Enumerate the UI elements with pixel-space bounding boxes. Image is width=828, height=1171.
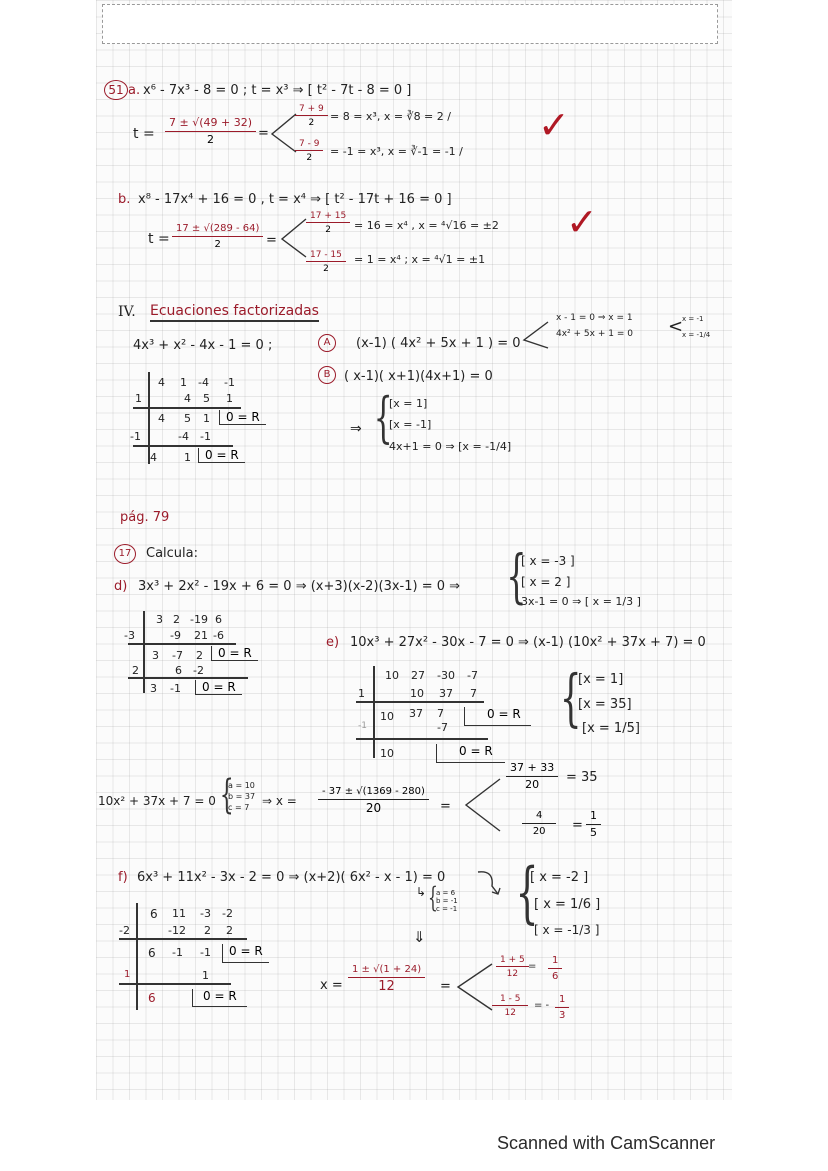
coef-b: b = 37 (228, 792, 256, 801)
branch-arrow-icon: < (668, 316, 684, 337)
equals-sign: = (440, 799, 451, 814)
ex17e-solution-3: [x = 1/5] (582, 721, 640, 736)
checkmark-icon: ✓ (538, 103, 570, 147)
ex51a-quadratic-formula: $\frac{7 \pm √(49 + 32)}{2}$ (165, 117, 256, 146)
equals-sign: = (528, 961, 537, 972)
ex17e-quadratic-equation: 10x² + 37x + 7 = 0 (98, 794, 216, 808)
branch-arrow-icon (520, 318, 550, 352)
ex17f-branch2-result: $\frac{1}{3}$ (555, 994, 569, 1021)
ex17e-branch1-fraction: $\frac{37 + 33}{20}$ (506, 762, 558, 791)
section-numeral: IV. (118, 304, 136, 320)
exercise-17-title: Calcula: (146, 546, 198, 561)
ex51b-label: b. (118, 192, 131, 207)
ex17e-quadratic-formula: - 37 ± √(1369 - 280) 20 (318, 786, 429, 815)
hook-arrow-icon: ↳ (416, 885, 427, 899)
coef-a: a = 10 (228, 781, 255, 790)
ex51a-t-lhs: t = (133, 126, 155, 142)
ex17f-solution-1: [ x = -2 ] (530, 870, 589, 885)
checkmark-icon: ✓ (566, 200, 598, 244)
ex51b-branch2-fraction: $\frac{17 - 15}{2}$ (306, 250, 346, 275)
ex17d-solution-2: [ x = 2 ] (521, 575, 571, 589)
coef-c: c = 7 (228, 803, 250, 812)
ex17f-label: f) (118, 870, 128, 885)
exercise-17-marker: 17 (114, 544, 136, 564)
ex51a-branch2-result: = -1 = x³, x = ∛-1 = -1 / (330, 145, 463, 158)
left-brace-icon: { (559, 661, 582, 734)
ex17d-equation: 3x³ + 2x² - 19x + 6 = 0 ⇒ (x+3)(x-2)(3x-1) = 0 ⇒ (138, 579, 461, 594)
equals-sign: = (440, 979, 451, 994)
implies-x: ⇒ x = (262, 794, 297, 808)
ex17e-branch2-fraction: $\frac{4}{20}$ (522, 810, 556, 837)
ex17f-coef-a: a = 6 (436, 889, 456, 897)
option-a-branch2: 4x² + 5x + 1 = 0 (556, 329, 633, 339)
ex17f-equation: 6x³ + 11x² - 3x - 2 = 0 ⇒ (x+2)( 6x² - x - 1) = 0 (137, 870, 446, 885)
branch-arrow-icon (462, 775, 502, 835)
equals-minus: = - (534, 1000, 550, 1011)
ex17f-solution-2: [ x = 1/6 ] (534, 897, 601, 912)
option-a-marker: A (318, 334, 336, 352)
ex17e-solution-1: [x = 1] (578, 672, 624, 687)
curved-arrow-icon (476, 866, 512, 898)
option-b-solution-3: 4x+1 = 0 ⇒ [x = -1/4] (389, 440, 512, 453)
option-b-marker: B (318, 366, 336, 384)
left-brace-icon: { (373, 386, 393, 449)
ex17f-branch2-fraction: $\frac{1 - 5}{12}$ (492, 994, 528, 1019)
ex17f-x-lhs: x = (320, 978, 343, 993)
option-a-factored: (x-1) ( 4x² + 5x + 1 ) = 0 (356, 336, 521, 351)
equals-sign: = (572, 818, 583, 833)
ex17f-branch1-result: $\frac{1}{6}$ (548, 955, 562, 982)
section4-equation: 4x³ + x² - 4x - 1 = 0 ; (133, 338, 273, 353)
ex51b-branch1-fraction: $\frac{17 + 15}{2}$ (306, 211, 350, 236)
ex17d-label: d) (114, 579, 128, 594)
ex17f-quadratic-formula: 1 ± √(1 + 24) 12 (348, 964, 425, 994)
ex51b-equation: x⁸ - 17x⁴ + 16 = 0 , t = x⁴ ⇒ [ t² - 17t + 16 = 0 ] (138, 192, 452, 207)
implies-arrow-icon: ⇒ (350, 421, 362, 437)
left-brace-icon: { (515, 854, 539, 931)
ex17f-solution-3: [ x = -1/3 ] (534, 923, 600, 937)
ex17e-equation: 10x³ + 27x² - 30x - 7 = 0 ⇒ (x-1) (10x² + 37x + 7) = 0 (350, 635, 706, 650)
left-brace-icon: { (428, 881, 438, 914)
option-a-sub1: x = -1 (682, 315, 704, 323)
scanner-watermark: Scanned with CamScanner (497, 1133, 716, 1153)
branch-arrow-icon (268, 110, 298, 156)
ex17f-coef-c: c = -1 (436, 905, 458, 913)
section-title: Ecuaciones factorizadas (150, 304, 319, 322)
ex51a-branch2-fraction: $\frac{7 - 9}{2}$ (295, 139, 323, 164)
option-b-solution-1: [x = 1] (389, 397, 428, 410)
ex17f-branch1-fraction: $\frac{1 + 5}{12}$ (496, 955, 529, 980)
option-a-branch1: x - 1 = 0 ⇒ x = 1 (556, 313, 633, 323)
equals-sign: = (258, 126, 269, 141)
ex17d-solution-3: 3x-1 = 0 ⇒ [ x = 1/3 ] (521, 595, 641, 608)
equals-sign: = (266, 233, 277, 248)
ex51a-branch1-result: = 8 = x³, x = ∛8 = 2 / (330, 110, 451, 123)
option-b-solution-2: [x = -1] (389, 418, 432, 431)
option-b-factored: ( x-1)( x+1)(4x+1) = 0 (344, 369, 493, 384)
ex51a-equation: x⁶ - 7x³ - 8 = 0 ; t = x³ ⇒ [ t² - 7t - 8 = 0 ] (143, 83, 412, 98)
header-box (102, 4, 718, 44)
ex17e-label: e) (326, 635, 340, 650)
left-brace-icon: { (506, 542, 527, 610)
ex51b-quadratic-formula: $\frac{17 \pm √(289 - 64)}{2}$ (172, 223, 263, 250)
ex17e-branch1-result: = 35 (566, 770, 598, 785)
ex17e-branch2-result: $\frac{1}{5}$ (586, 810, 601, 839)
ex17f-coef-b: b = -1 (436, 897, 458, 905)
ex51a-label: a. (128, 83, 141, 98)
ex17e-solution-2: [x = 35] (578, 697, 632, 712)
page-reference: pág. 79 (120, 510, 170, 525)
ex51b-branch2-result: = 1 = x⁴ ; x = ⁴√1 = ±1 (354, 253, 486, 266)
exercise-51-marker: 51 (104, 80, 128, 100)
ex51b-branch1-result: = 16 = x⁴ , x = ⁴√16 = ±2 (354, 219, 499, 232)
option-a-sub2: x = -1/4 (682, 331, 711, 339)
left-brace-icon: { (219, 772, 234, 818)
down-double-arrow-icon: ⇓ (413, 928, 426, 946)
ex51b-t-lhs: t = (148, 231, 170, 247)
ex51a-branch1-fraction: $\frac{7 + 9}{2}$ (295, 104, 328, 129)
ex17d-solution-1: [ x = -3 ] (521, 554, 575, 568)
branch-arrow-icon (278, 215, 308, 261)
branch-arrow-icon (454, 960, 494, 1014)
